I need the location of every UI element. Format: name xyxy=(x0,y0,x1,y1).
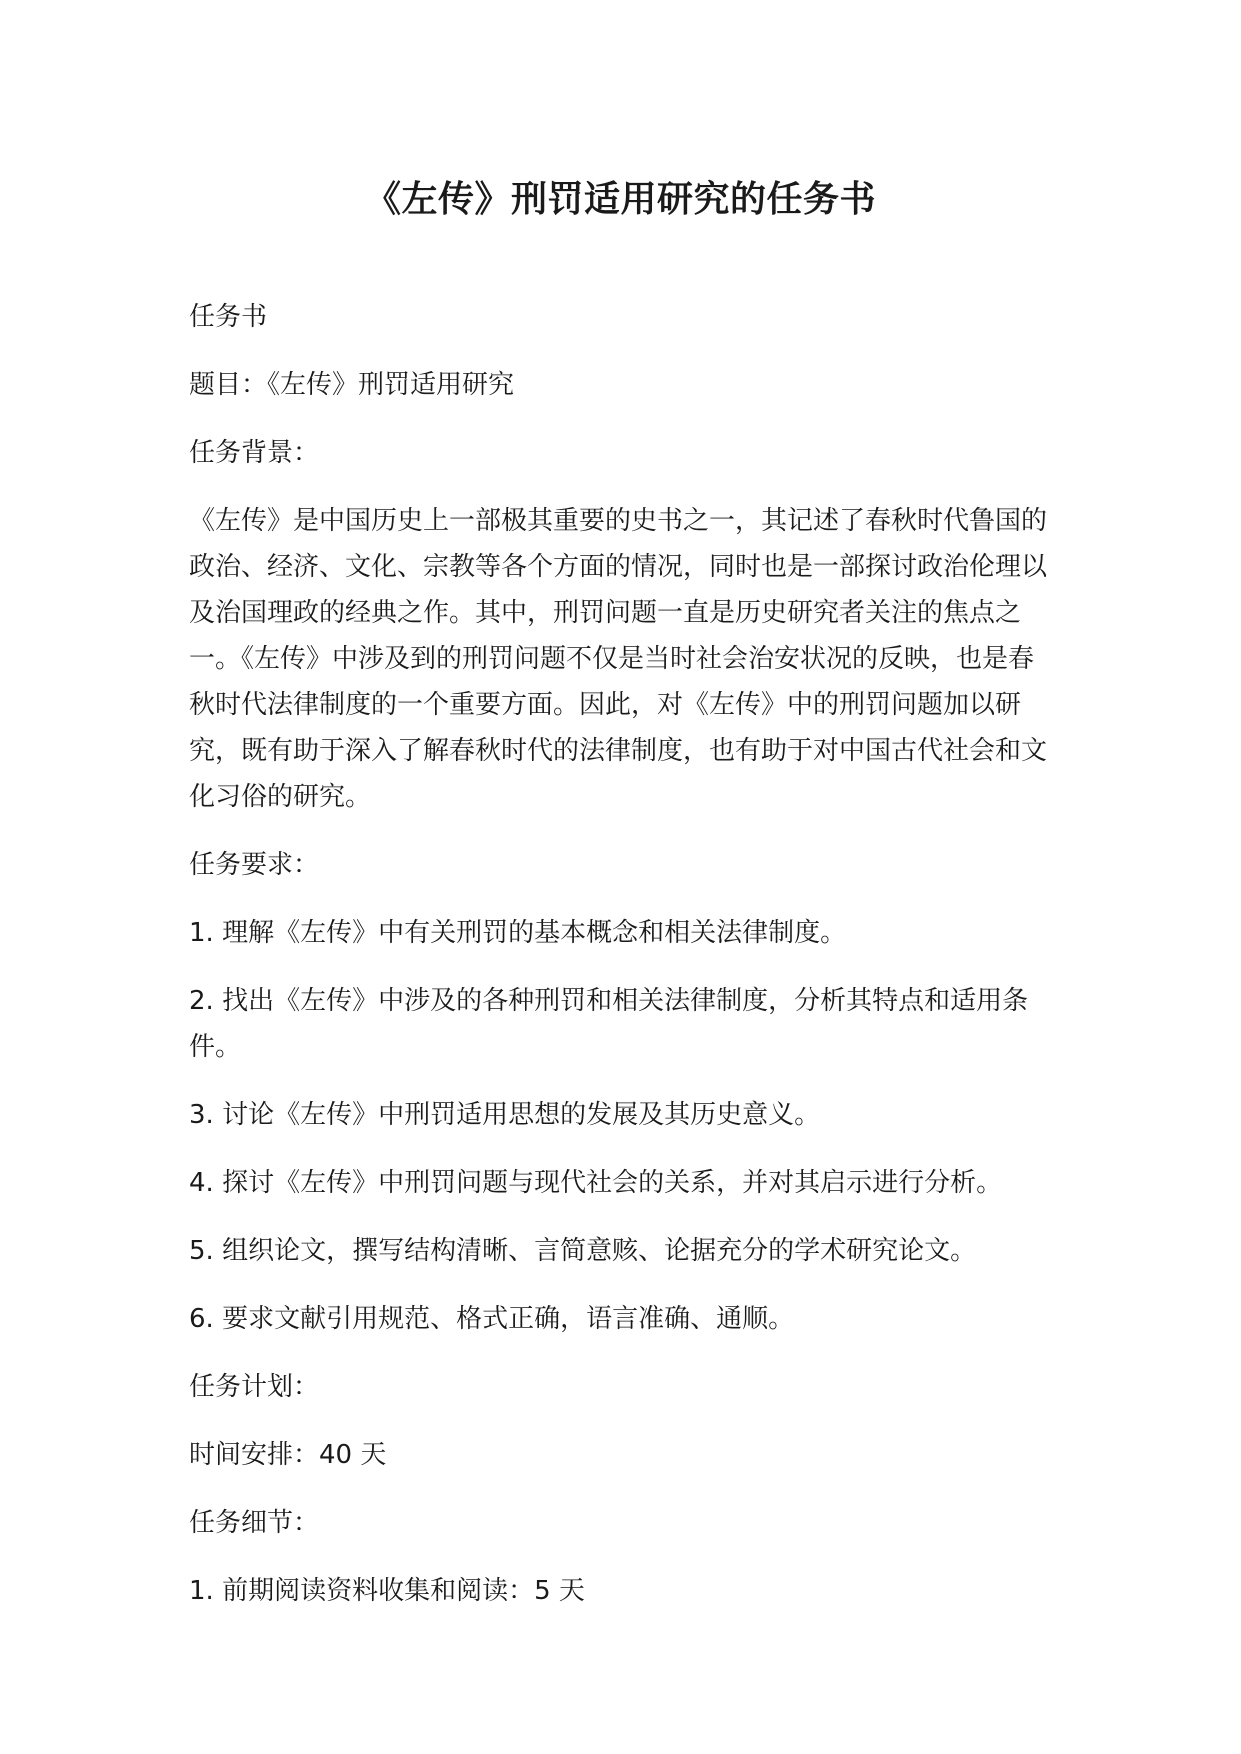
paragraph-background: 《左传》是中国历史上一部极其重要的史书之一，其记述了春秋时代鲁国的政治、经济、文化、宗教等各个方面的情况，同时也是一部探讨政治伦理以及治国理政的经典之作。其中，刑罚问题一直是历史研究者关注的焦点之一。《左传》中涉及到的刑罚问题不仅是当时社会治安状况的反映，也是春秋时代法律制度的一个重要方面。因此，对《左传》中的刑罚问题加以研究，既有助于深入了解春秋时代的法律制度，也有助于对中国古代社会和文化习俗的研究。 xyxy=(189,506,1048,812)
document-body xyxy=(189,294,1049,1636)
requirement-item-6: 6. 要求文献引用规范、格式正确，语言准确、通顺。 xyxy=(189,1304,795,1334)
requirement-item-3: 3. 讨论《左传》中刑罚适用思想的发展及其历史意义。 xyxy=(189,1100,821,1130)
requirement-item-5: 5. 组织论文，撰写结构清晰、言简意赅、论据充分的学术研究论文。 xyxy=(189,1236,977,1266)
paragraph-heading-renwushu: 任务书 xyxy=(189,302,268,332)
requirement-item-2: 2. 找出《左传》中涉及的各种刑罚和相关法律制度，分析其特点和适用条件。 xyxy=(189,986,1029,1062)
paragraph-schedule: 时间安排：40 天 xyxy=(189,1440,387,1470)
document-title: 《左传》刑罚适用研究的任务书 xyxy=(364,179,876,220)
section-heading-requirements: 任务要求： xyxy=(189,850,320,880)
section-heading-background: 任务背景： xyxy=(189,438,320,468)
section-heading-plan: 任务计划： xyxy=(189,1372,320,1402)
paragraph-topic: 题目：《左传》刑罚适用研究 xyxy=(189,370,515,400)
requirement-item-4: 4. 探讨《左传》中刑罚问题与现代社会的关系，并对其启示进行分析。 xyxy=(189,1168,1003,1198)
detail-item-1: 1. 前期阅读资料收集和阅读：5 天 xyxy=(189,1576,585,1606)
section-heading-details: 任务细节： xyxy=(189,1508,320,1538)
requirement-item-1: 1. 理解《左传》中有关刑罚的基本概念和相关法律制度。 xyxy=(189,918,847,948)
